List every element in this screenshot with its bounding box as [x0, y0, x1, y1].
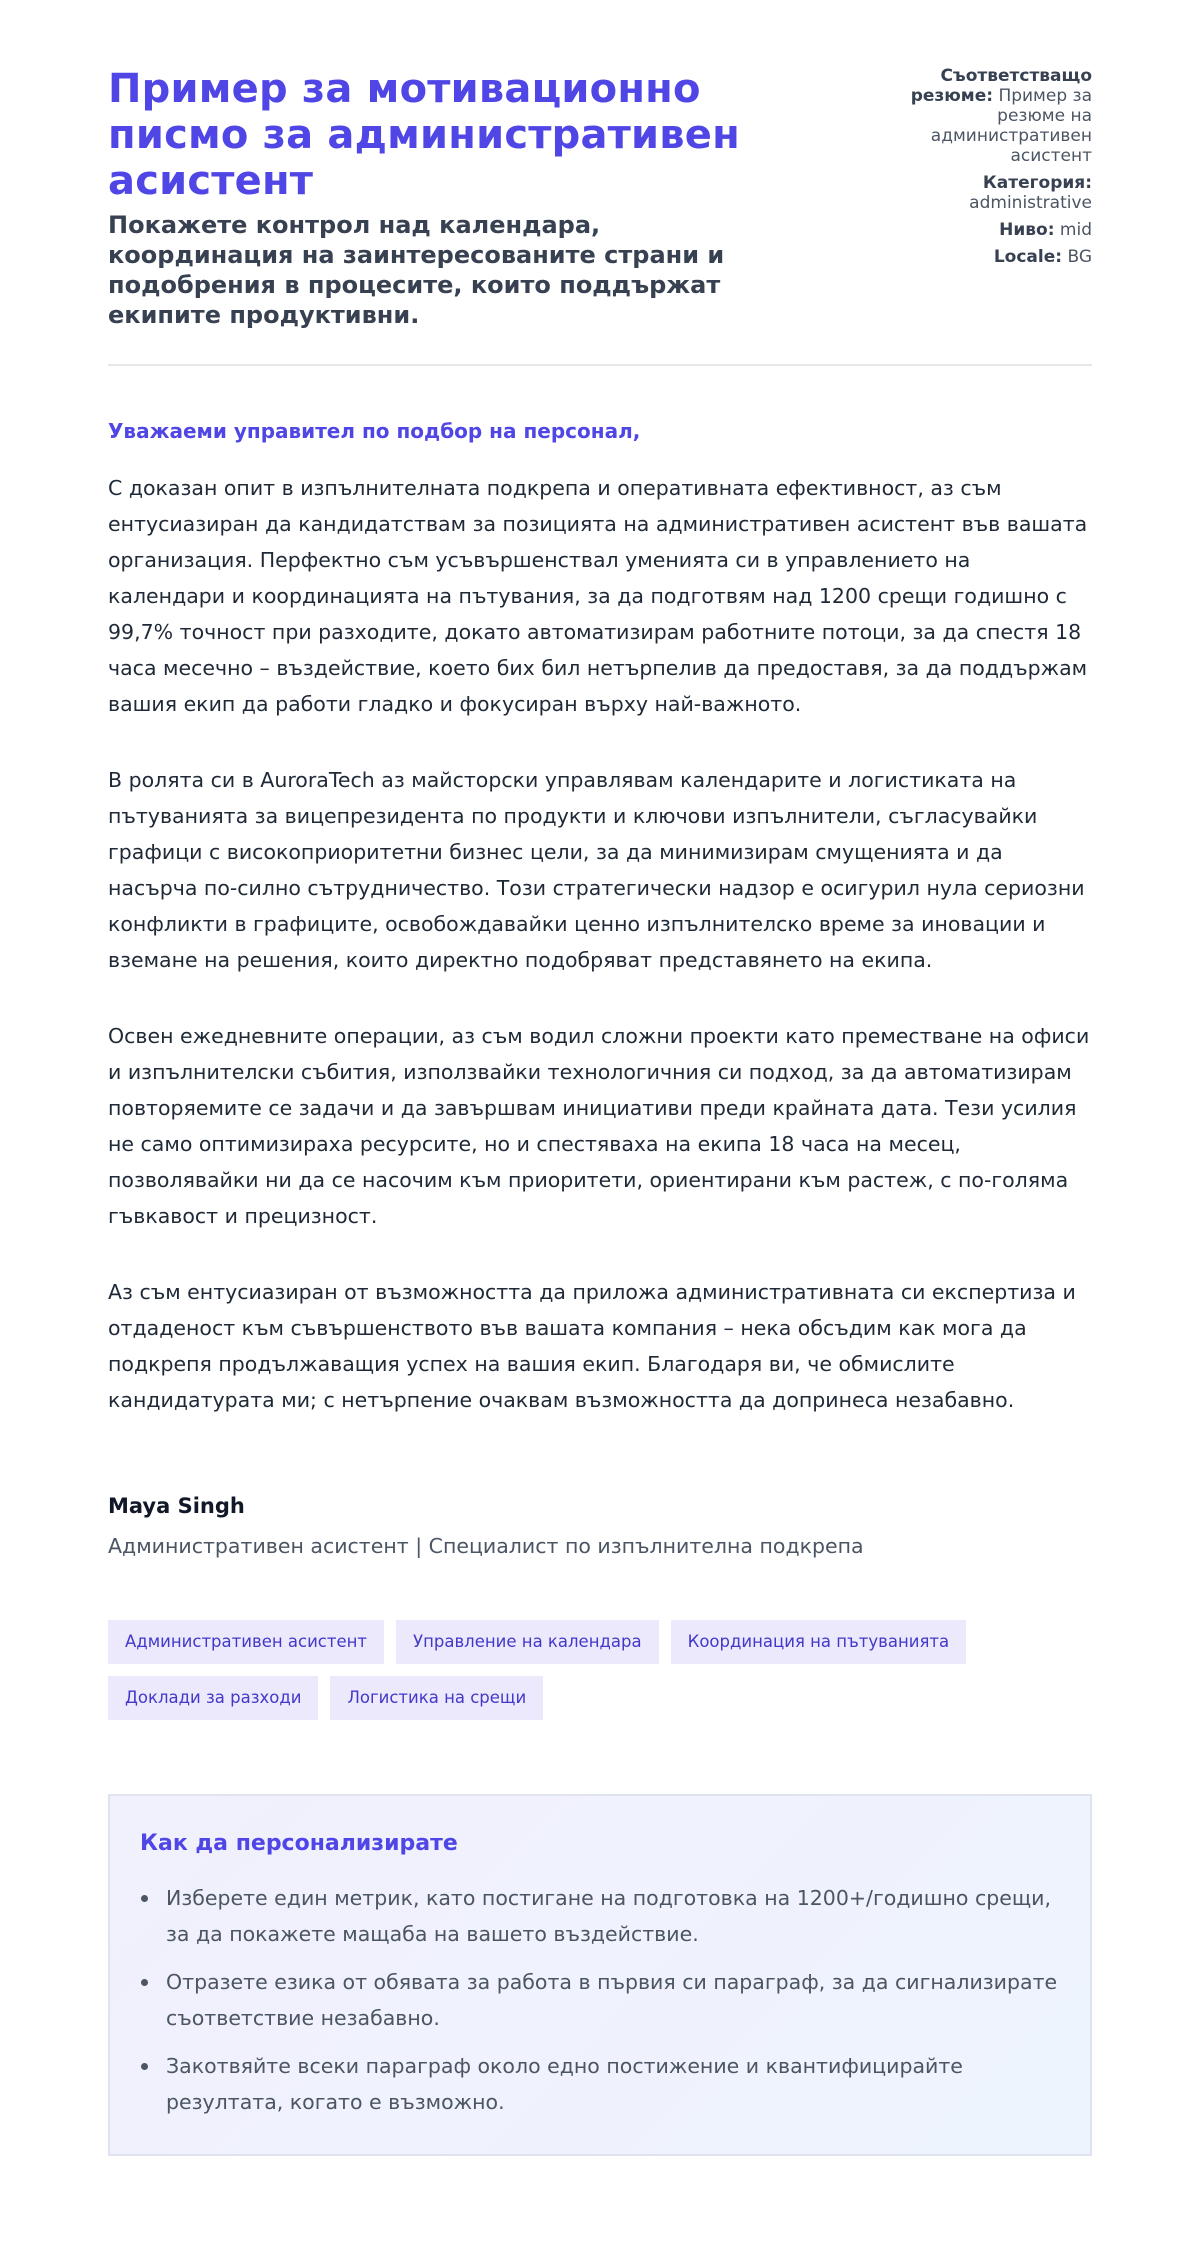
bullet-icon	[141, 2063, 148, 2070]
letter-body	[108, 470, 1092, 1418]
letter-paragraph: С доказан опит в изпълнителната подкрепа и оперативната ефективност, аз съм ентусиазиран да кандидатствам за позицията на административен асистент във вашата организация. Перфектно съм усъвършенствал уменията си в управлението на календари и координацията на пътувания, за да подготвям над 1200 срещи годишно с 99,7% точност при разходите, докато автоматизирам работните потоци, за да спестя 18 часа месечно – въздействие, което бих бил нетърпелив да предоставя, за да поддържам вашия екип да работи гладко и фокусиран върху най-важното.	[108, 476, 1088, 716]
tip-item	[140, 1880, 1060, 1952]
letter-paragraph: В ролята си в AuroraTech аз майсторски управлявам календарите и логистиката на пътуванията за вицепрезидента по продукти и ключови изпълнители, съгласувайки графици с високоприоритетни бизнес цели, за да минимизирам смущенията и да насърча по-силно сътрудничество. Този стратегически надзор е осигурил нула сериозни конфликти в графиците, освобождавайки ценно изпълнителско време за иновации и вземане на решения, които директно подобряват представянето на екипа.	[108, 768, 1085, 972]
signature-name: Maya Singh	[108, 1494, 245, 1518]
skill-tag: Административен асистент	[108, 1620, 384, 1664]
meta-matching-resume	[892, 66, 1092, 166]
skill-tag: Координация на пътуванията	[671, 1620, 967, 1664]
tip-item	[140, 1964, 1060, 2036]
page-subtitle: Покажете контрол над календара, координация на заинтересованите страни и подобрения в процесите, които поддържат екипите продуктивни.	[108, 211, 725, 329]
meta-label: Съответстващо резюме:	[910, 66, 1092, 106]
page-title: Пример за мотивационно писмо за административен асистент	[108, 66, 740, 204]
tips-list	[140, 1880, 1060, 2120]
skill-tag: Управление на календара	[396, 1620, 659, 1664]
signature-block	[108, 1492, 1092, 1560]
letter-paragraph: Аз съм ентусиазиран от възможността да приложа административната си експертиза и отдаденост към съвършенството във вашата компания – нека обсъдим как мога да подкрепя продължаващия успех на вашия екип. Благодаря ви, че обмислите кандидатурата ми; с нетърпение очаквам възможността да допринеса незабавно.	[108, 1280, 1076, 1412]
tip-item	[140, 2048, 1060, 2120]
page-header	[108, 66, 1092, 366]
signature-title: Административен асистент | Специалист по изпълнителна подкрепа	[108, 1534, 864, 1558]
meta-value: administrative	[969, 193, 1092, 213]
tip-text: Закотвяйте всеки параграф около едно постижение и квантифицирайте резултата, когато е възможно.	[166, 2054, 963, 2114]
skill-tag: Логистика на срещи	[330, 1676, 543, 1720]
meta-value: mid	[1059, 220, 1092, 240]
meta-level	[892, 220, 1092, 240]
meta-value: Пример за резюме на административен асистент	[930, 86, 1092, 166]
skill-tags	[108, 1620, 1008, 1720]
meta-category	[892, 173, 1092, 213]
meta-locale	[892, 247, 1092, 267]
bullet-icon	[141, 1895, 148, 1902]
customization-tips-box	[108, 1794, 1092, 2156]
tip-text: Отразете езика от обявата за работа в първия си параграф, за да сигнализирате съответствие незабавно.	[166, 1970, 1058, 2030]
tip-text: Изберете един метрик, като постигане на подготовка на 1200+/годишно срещи, за да покажете мащаба на вашето въздействие.	[166, 1886, 1052, 1946]
letter-paragraph: Освен ежедневните операции, аз съм водил сложни проекти като преместване на офиси и изпълнителски събития, използвайки технологичния си подход, за да автоматизирам повторяемите се задачи и да завършвам инициативи преди крайната дата. Тези усилия не само оптимизираха ресурсите, но и спестяваха на екипа 18 часа на месец, позволявайки ни да се насочим към приоритети, ориентирани към растеж, с по-голяма гъвкавост и прецизност.	[108, 1024, 1090, 1228]
header-titles	[108, 66, 798, 330]
meta-label: Категория:	[982, 173, 1092, 193]
bullet-icon	[141, 1979, 148, 1986]
meta-panel	[892, 66, 1092, 274]
letter-salutation: Уважаеми управител по подбор на персонал,	[108, 419, 641, 443]
meta-label: Ниво:	[999, 220, 1055, 240]
meta-label: Locale:	[993, 247, 1063, 267]
meta-value: BG	[1067, 247, 1092, 267]
skill-tag: Доклади за разходи	[108, 1676, 318, 1720]
tips-title: Как да персонализирате	[140, 1831, 458, 1856]
